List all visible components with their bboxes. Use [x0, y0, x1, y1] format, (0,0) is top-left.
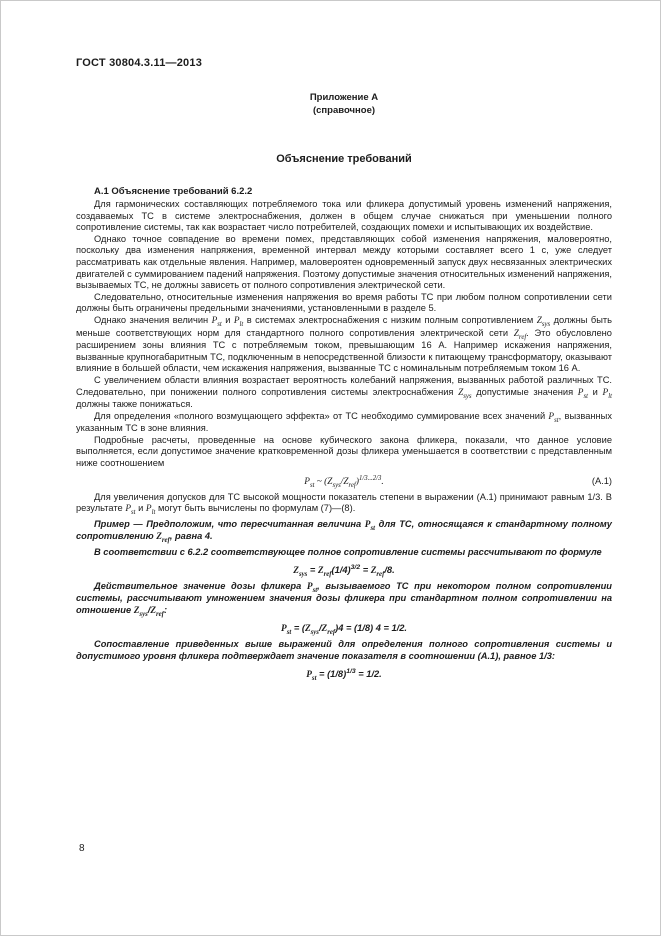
formula-number: (А.1) — [591, 475, 612, 486]
formula: $P_{st} = (Z_{sys}/Z_{ref})4 = (1/8) 4 = 1/2$. — [281, 623, 407, 637]
paragraph: Для увеличения допусков для ТС высокой мощности показатель степени в выражении (А.1) принимают равным 1/3. В результате $P_{st}$ и $P_{lt}$ могут быть вычислены по формулам (7)—(8). — [76, 491, 612, 517]
annex-title: Приложение А — [309, 92, 379, 103]
document-content — [76, 91, 612, 685]
formula-row — [76, 475, 612, 488]
formula-row — [76, 564, 612, 577]
page-number: 8 — [79, 843, 85, 854]
formula: $Z_{sys} = Z_{ref}(1/4)^{3/2} = Z_{ref}/8$. — [293, 563, 395, 578]
paragraph: Для определения «полного возмущающего эффекта» от ТС необходимо суммирование всех значений $P_{st}$, вызванных указанным ТС в зоне влияния. — [76, 410, 612, 434]
paragraph: Подробные расчеты, проведенные на основе кубического закона фликера, показали, что данное условие выполняется, если допустимое значение кратковременной дозы фликера уменьшается в соответствии с представленным ниже соотношением — [76, 434, 612, 469]
formula-row — [76, 622, 612, 635]
document-body — [76, 199, 612, 681]
example-paragraph: Действительное значение дозы фликера $P_{st}$, вызываемого ТС при некотором полном сопротивлении системы, рассчитывают умножением значения дозы фликера при стандартном полном сопротивлении на отношение $Z_{sys}/Z_{ref}$: — [76, 580, 612, 618]
section-heading: А.1 Объяснение требований 6.2.2 — [94, 186, 253, 197]
formula: $P_{st} = (1/8)^{1/3} = 1/2$. — [306, 667, 382, 682]
paragraph: Для гармонических составляющих потребляемого тока или фликера допустимый уровень изменений напряжения, создаваемых ТС в системе электроснабжения, должен в общем случае снижаться при уменьшении полного сопротивление системы, так как возрастает число потребителей, создающих помехи и испытывающих их воздействие. — [76, 199, 612, 233]
formula: $P_{st}$ ~ $(Z_{sys}/Z_{ref})^{1/3...2/3}$. — [304, 474, 384, 489]
paragraph: С увеличением области влияния возрастает вероятность колебаний напряжения, вызванных работой различных ТС. Следовательно, при понижении полного сопротивления системы электроснабжения $Z_{sys}$ допустимые значения $P_{st}$ и $P_{lt}$ должны также понижаться. — [76, 374, 612, 410]
paragraph: Следовательно, относительные изменения напряжения во время работы ТС при любом полном сопротивлении сети должны быть ограничены предельными значениями, установленными в разделе 5. — [76, 291, 612, 314]
doc-number: ГОСТ 30804.3.11—2013 — [76, 57, 203, 69]
example-paragraph: В соответствии с 6.2.2 соответствующее полное сопротивление системы рассчитывают по формуле — [94, 547, 602, 558]
annex-subtitle: (справочное) — [312, 105, 376, 116]
paragraph: Однако значения величин $P_{st}$ и $P_{lt}$ в системах электроснабжения с низким полным сопротивлением $Z_{sys}$ должны быть меньше соответствующих норм для стандартного полного сопротивления электрической сети $Z_{ref}$. Это обусловлено расширением зоны влияния ТС с потребляемым током, превышающим 16 А. Например искажения напряжения, вызванные крупногабаритным ТС, подключенным в непосредственной близости к питающему трансформатору, оказывают влияние в большей области, чем искажения напряжения, вызванные ТС с номинальным потребляемым током 16 А. — [76, 314, 612, 374]
example-paragraph: Пример — Предположим, что пересчитанная величина $P_{st}$ для ТС, относящаяся к стандартному полному сопротивлению $Z_{ref}$, равна 4. — [76, 518, 612, 545]
example-paragraph: Сопоставление приведенных выше выражений для определения полного сопротивления системы и допустимого уровня фликера подтверждает значение показателя в соотношении (А.1), равное 1/3: — [76, 639, 612, 661]
paragraph: Однако точное совпадение во времени помех, представляющих собой изменения напряжения, маловероятно, поскольку два изменения напряжения, временной интервал между которыми составляет всего 1 с, уже следует рассматривать как отдельные явления. Например, маловероятен одновременный запуск двух несвязанных электрических двигателей с суммированием падений напряжения. Поэтому допустимые значения относительных изменений напряжения, вызываемых ТС, не должны зависеть от полного сопротивления электрической сети. — [76, 233, 612, 291]
main-title: Объяснение требований — [276, 153, 412, 165]
formula-row — [76, 668, 612, 681]
